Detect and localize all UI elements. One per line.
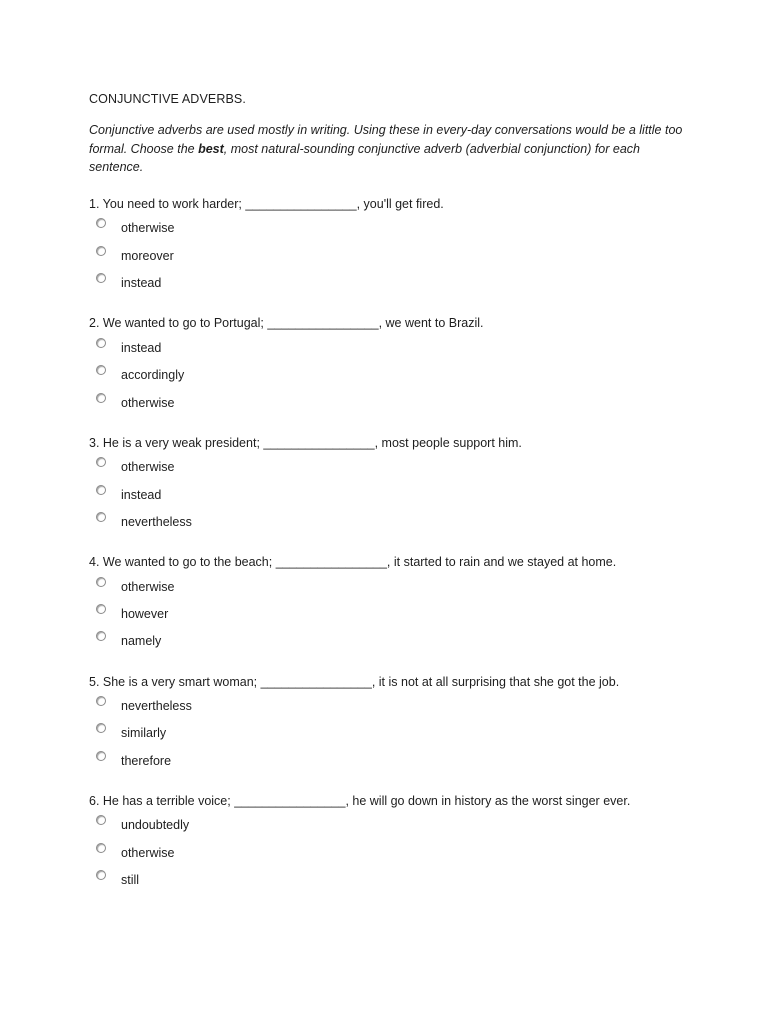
- radio-button-icon[interactable]: [96, 218, 106, 228]
- option-5-c[interactable]: [89, 751, 289, 771]
- option-label: however: [121, 607, 169, 621]
- question-prompt: 2. We wanted to go to Portugal; ________________, we went to Brazil.: [89, 316, 484, 330]
- option-4-c[interactable]: [89, 631, 289, 651]
- option-5-a[interactable]: [89, 696, 289, 716]
- option-2-a[interactable]: [89, 338, 289, 358]
- radio-button-icon[interactable]: [96, 604, 106, 614]
- question-prompt: 3. He is a very weak president; ________________, most people support him.: [89, 436, 522, 450]
- option-label: nevertheless: [121, 699, 192, 713]
- option-label: otherwise: [121, 846, 175, 860]
- option-label: similarly: [121, 726, 167, 740]
- radio-button-icon[interactable]: [96, 815, 106, 825]
- option-label: still: [121, 873, 140, 887]
- option-label: otherwise: [121, 396, 175, 410]
- option-label: nevertheless: [121, 515, 192, 529]
- radio-button-icon[interactable]: [96, 696, 106, 706]
- question-prompt: 6. He has a terrible voice; ________________, he will go down in history as the worst singer ever.: [89, 794, 631, 808]
- radio-button-icon[interactable]: [96, 365, 106, 375]
- option-label: otherwise: [121, 580, 175, 594]
- option-2-c[interactable]: [89, 393, 289, 413]
- option-label: instead: [121, 341, 162, 355]
- radio-button-icon[interactable]: [96, 246, 106, 256]
- option-label: undoubtedly: [121, 818, 190, 832]
- page-title: CONJUNCTIVE ADVERBS.: [89, 92, 246, 106]
- radio-button-icon[interactable]: [96, 512, 106, 522]
- option-1-a[interactable]: [89, 218, 289, 238]
- radio-button-icon[interactable]: [96, 751, 106, 761]
- instructions-text-1: Conjunctive adverbs are used mostly in writing. Using these in every-day conversations would be a little too formal. Choose the: [89, 123, 683, 156]
- instructions-emphasis: best: [198, 141, 224, 156]
- option-4-a[interactable]: [89, 577, 289, 597]
- option-2-b[interactable]: [89, 365, 289, 385]
- instructions-text-2: , most natural-sounding conjunctive adverb (adverbial conjunction) for each sentence.: [89, 141, 641, 175]
- radio-button-icon[interactable]: [96, 631, 106, 641]
- question-prompt: 1. You need to work harder; ________________, you'll get fired.: [89, 197, 444, 211]
- option-1-b[interactable]: [89, 246, 289, 266]
- option-label: otherwise: [121, 221, 175, 235]
- option-3-c[interactable]: [89, 512, 289, 532]
- option-6-a[interactable]: [89, 815, 289, 835]
- option-label: instead: [121, 276, 162, 290]
- option-1-c[interactable]: [89, 273, 289, 293]
- radio-button-icon[interactable]: [96, 338, 106, 348]
- radio-button-icon[interactable]: [96, 870, 106, 880]
- radio-button-icon[interactable]: [96, 577, 106, 587]
- radio-button-icon[interactable]: [96, 273, 106, 283]
- option-4-b[interactable]: [89, 604, 289, 624]
- option-3-b[interactable]: [89, 485, 289, 505]
- radio-button-icon[interactable]: [96, 843, 106, 853]
- radio-button-icon[interactable]: [96, 723, 106, 733]
- question-prompt: 5. She is a very smart woman; ________________, it is not at all surprising that she got the job.: [89, 675, 620, 689]
- option-label: therefore: [121, 754, 172, 768]
- option-6-c[interactable]: [89, 870, 289, 890]
- option-label: accordingly: [121, 368, 185, 382]
- option-label: moreover: [121, 249, 174, 263]
- option-3-a[interactable]: [89, 457, 289, 477]
- radio-button-icon[interactable]: [96, 393, 106, 403]
- option-5-b[interactable]: [89, 723, 289, 743]
- question-prompt: 4. We wanted to go to the beach; ________________, it started to rain and we stayed at home.: [89, 555, 617, 569]
- option-label: otherwise: [121, 460, 175, 474]
- option-label: namely: [121, 634, 162, 648]
- option-6-b[interactable]: [89, 843, 289, 863]
- option-label: instead: [121, 488, 162, 502]
- radio-button-icon[interactable]: [96, 457, 106, 467]
- instructions-paragraph: [89, 121, 689, 177]
- radio-button-icon[interactable]: [96, 485, 106, 495]
